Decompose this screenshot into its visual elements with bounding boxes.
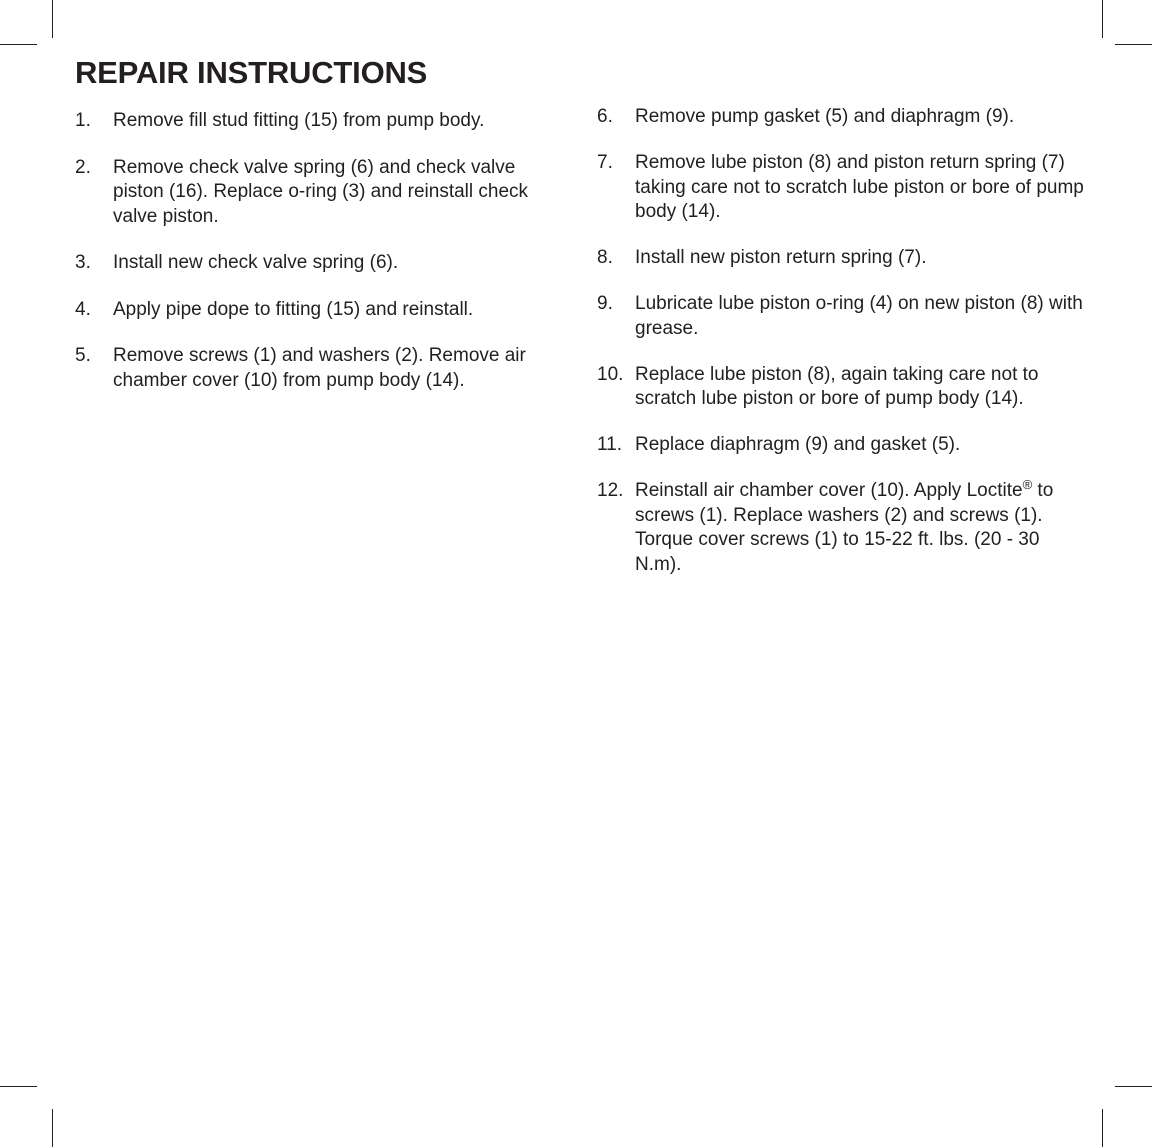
instructions-right-column (597, 105, 1087, 599)
page-title: REPAIR INSTRUCTIONS (75, 55, 428, 90)
step-number: 9. (597, 293, 613, 314)
step-text: Replace lube piston (8), again taking care not to scratch lube piston or bore of pump body (14). (635, 363, 1039, 409)
crop-mark-top-left-vertical (52, 0, 53, 38)
crop-mark-bottom-right-horizontal (1115, 1086, 1152, 1087)
step-text: Replace diaphragm (9) and gasket (5). (635, 434, 961, 455)
step-2 (75, 156, 555, 230)
step-text: Remove pump gasket (5) and diaphragm (9). (635, 106, 1015, 127)
step-3 (75, 251, 555, 276)
step-text: Apply pipe dope to fitting (15) and reinstall. (113, 298, 474, 320)
step-10 (597, 363, 1087, 412)
step-11 (597, 433, 1087, 458)
step-text: Remove fill stud fitting (15) from pump body. (113, 110, 485, 131)
instructions-left-column (75, 109, 555, 415)
step-5 (75, 344, 555, 393)
step-number: 5. (75, 345, 91, 366)
step-4 (75, 298, 555, 323)
step-number: 1. (75, 110, 91, 131)
registered-trademark-symbol: ® (1022, 477, 1033, 492)
crop-mark-top-right-vertical (1102, 0, 1103, 38)
step-text: Remove screws (1) and washers (2). Remove air chamber cover (10) from pump body (14). (113, 345, 526, 391)
step-text: Install new check valve spring (6). (113, 252, 399, 273)
crop-mark-bottom-left-vertical (52, 1109, 53, 1147)
step-text-start: Reinstall air chamber cover (10). Apply Loctite (635, 480, 1023, 501)
step-text: Install new piston return spring (7). (635, 247, 927, 268)
step-12 (597, 479, 1087, 577)
step-number: 3. (75, 252, 91, 273)
step-number: 7. (597, 152, 613, 173)
step-7 (597, 151, 1087, 225)
crop-mark-top-right-horizontal (1115, 44, 1152, 45)
step-9 (597, 292, 1087, 341)
step-text (635, 479, 1087, 577)
step-text: Lubricate lube piston o-ring (4) on new piston (8) with grease. (635, 293, 1083, 339)
crop-mark-top-left-horizontal (0, 44, 37, 45)
step-text: Remove lube piston (8) and piston return spring (7) taking care not to scratch lube piston or bore of pump body (14). (635, 152, 1084, 222)
step-number: 12. (597, 480, 624, 501)
step-number: 6. (597, 106, 613, 127)
step-number: 8. (597, 247, 613, 268)
crop-mark-bottom-right-vertical (1102, 1109, 1103, 1147)
step-number: 4. (75, 298, 91, 320)
step-text-end: to screws (1). Replace washers (2) and screws (1). Torque cover screws (1) to 15-22 ft. lbs. (20 - 30 N.m). (635, 480, 1054, 575)
step-number: 10. (597, 363, 624, 385)
step-text: Remove check valve spring (6) and check valve piston (16). Replace o-ring (3) and reinstall check valve piston. (113, 156, 529, 227)
step-1 (75, 109, 555, 134)
crop-mark-bottom-left-horizontal (0, 1086, 37, 1087)
step-number: 11. (597, 434, 623, 455)
step-8 (597, 246, 1087, 271)
step-number: 2. (75, 156, 91, 178)
step-6 (597, 105, 1087, 130)
